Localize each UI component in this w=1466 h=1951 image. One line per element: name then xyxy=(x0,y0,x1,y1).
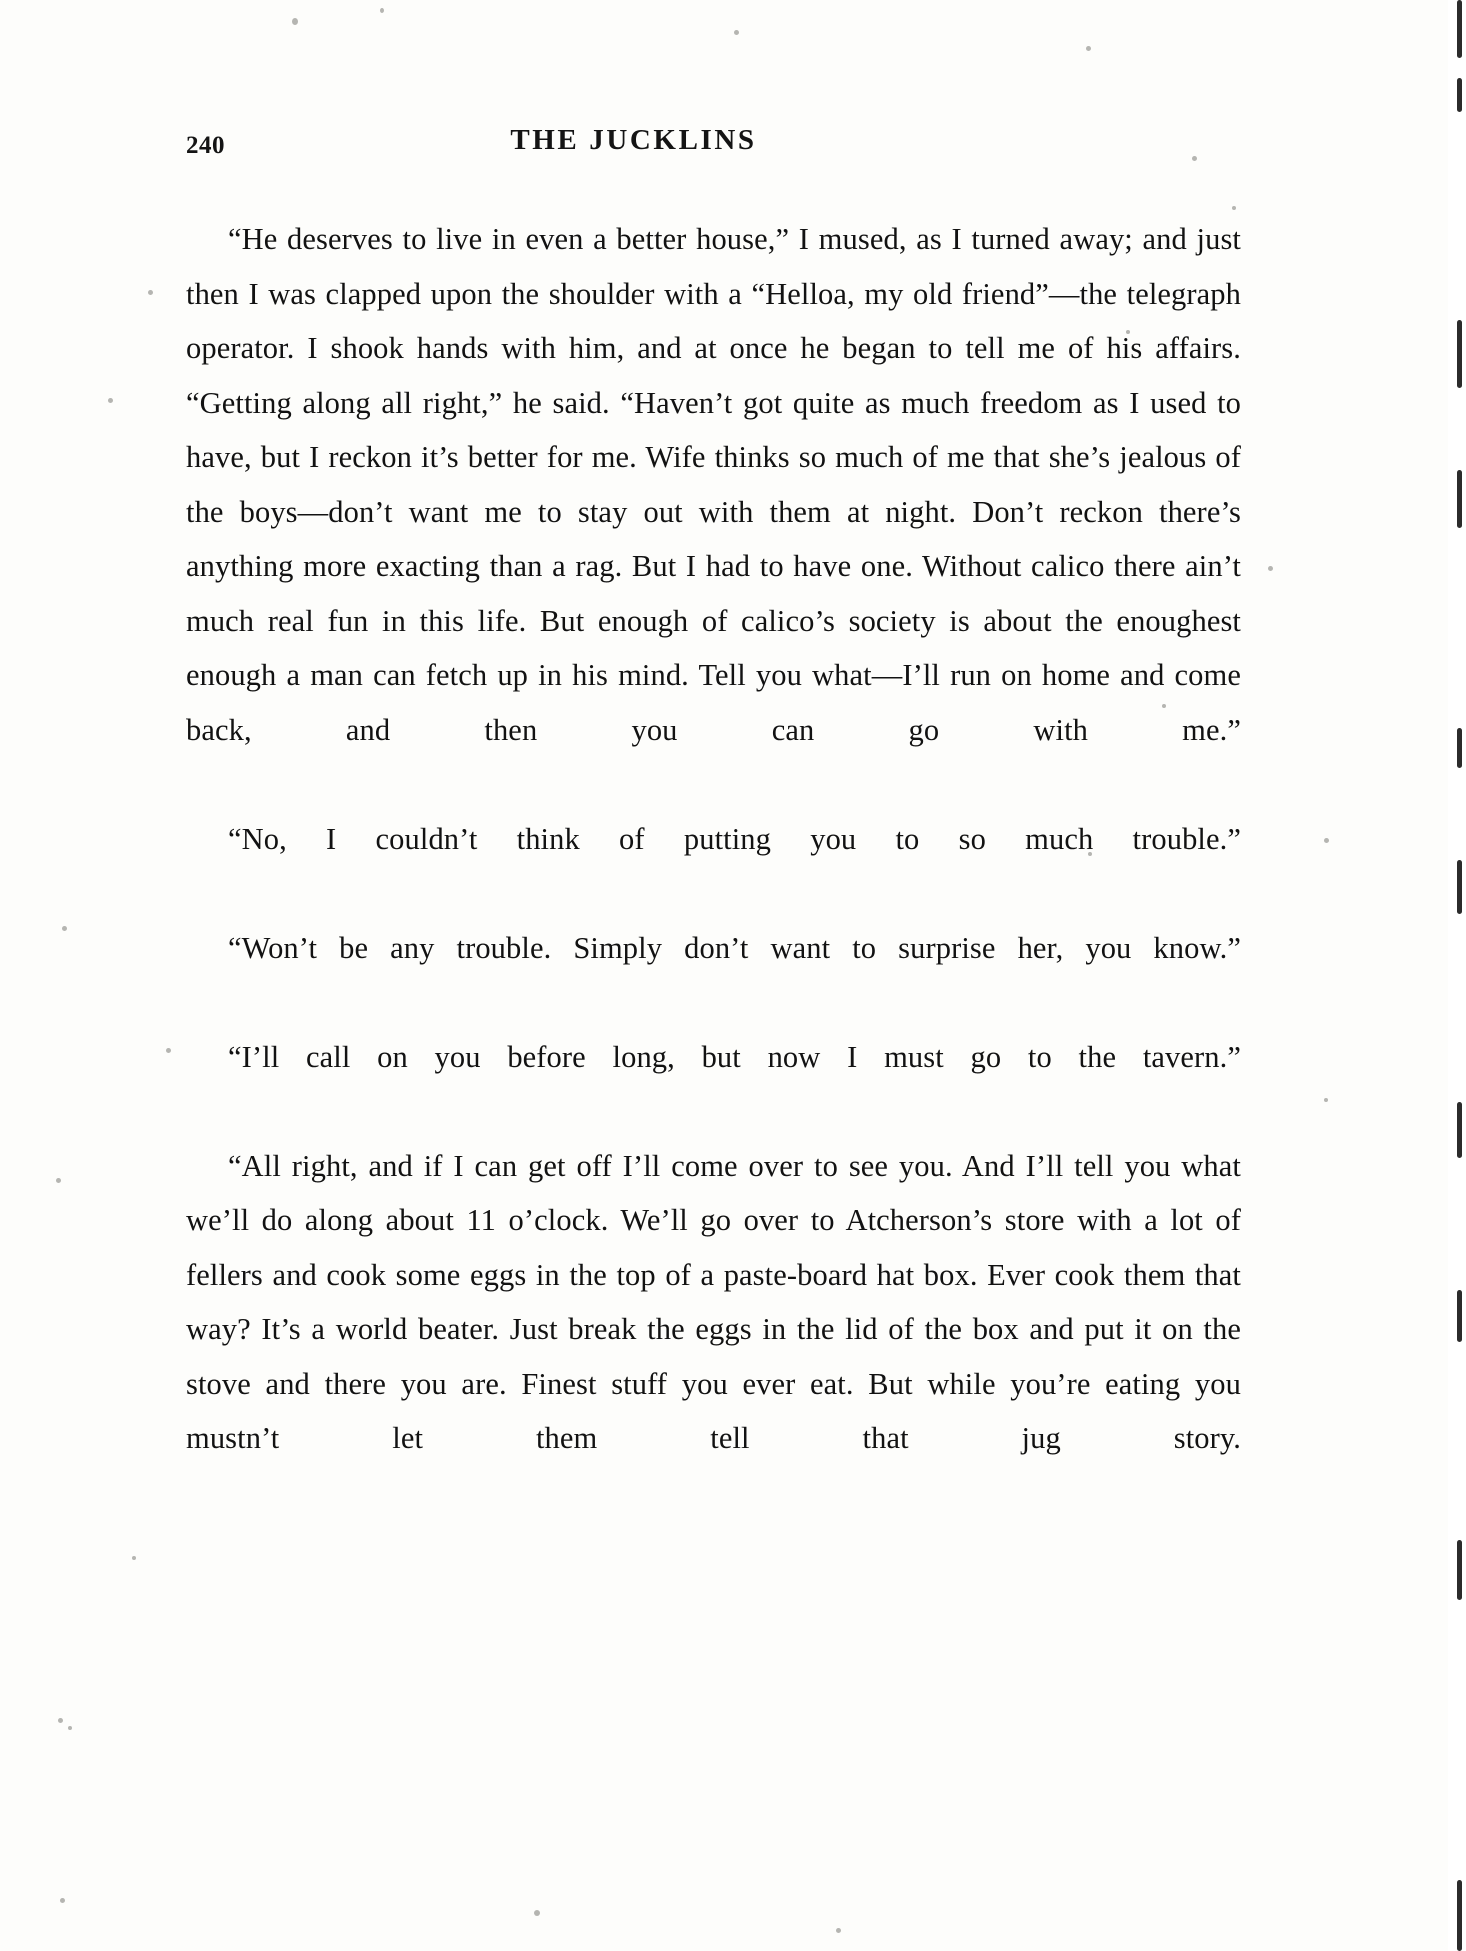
scan-speck xyxy=(68,1726,72,1730)
scan-speck xyxy=(1268,566,1273,571)
page-number: 240 xyxy=(186,132,225,159)
paragraph: “All right, and if I can get off I’ll come over to see you. And I’ll tell you what we’ll do along about 11 o’clock. We’ll go over to Atcherson’s store with a lot of fellers and cook some eggs in the top of a paste-board hat box. Ever cook them that way? It’s a world beater. Just break the eggs in the lid of the box and put it on the stove and there you are. Finest stuff you ever eat. But while you’re eating you mustn’t let them tell that jug story. xyxy=(186,1148,1241,1455)
scan-speck xyxy=(58,1718,63,1723)
binding-mark xyxy=(1457,78,1462,112)
paragraph: “He deserves to live in even a better house,” I mused, as I turned away; and just then I was clapped upon the shoulder with a “Helloa, my old friend”—the telegraph operator. I shook hands with him, and at once he began to tell me of his affairs. “Getting along all right,” he said. “Haven’t got quite as much freedom as I used to have, but I reckon it’s better for me. Wife thinks so much of me that she’s jealous of the boys—don’t want me to stay out with them at night. Don’t reckon there’s anything more exacting than a rag. But I had to have one. Without calico there ain’t much real fun in this life. But enough of calico’s society is about the enoughest enough a man can fetch up in his mind. Tell you what—I’ll run on home and come back, and then you can go with me.” xyxy=(186,222,1241,747)
page-header xyxy=(186,118,1241,176)
scan-speck xyxy=(132,1556,136,1560)
scan-speck xyxy=(148,290,153,295)
binding-mark xyxy=(1457,1880,1462,1951)
scan-speck xyxy=(734,30,739,35)
scan-speck xyxy=(1324,1098,1328,1102)
binding-mark xyxy=(1457,1102,1462,1158)
binding-mark xyxy=(1457,320,1462,388)
scan-speck xyxy=(60,1898,65,1903)
paragraph: “I’ll call on you before long, but now I must go to the tavern.” xyxy=(228,1039,1241,1074)
scan-speck xyxy=(1324,838,1329,843)
scan-speck xyxy=(836,1928,841,1933)
scan-speck xyxy=(108,398,113,403)
binding-mark xyxy=(1457,1540,1462,1600)
binding-mark xyxy=(1457,1290,1462,1342)
binding-mark xyxy=(1457,860,1462,914)
paragraph: “No, I couldn’t think of putting you to so much trouble.” xyxy=(228,821,1241,856)
scan-speck xyxy=(534,1910,540,1916)
scan-speck xyxy=(292,18,298,25)
paragraph: “Won’t be any trouble. Simply don’t want to surprise her, you know.” xyxy=(228,930,1241,965)
running-head-title: THE JUCKLINS xyxy=(510,124,757,156)
binding-mark xyxy=(1457,728,1462,768)
page-content xyxy=(186,118,1241,1520)
body-text xyxy=(186,212,1241,1520)
binding-mark xyxy=(1457,470,1462,528)
scan-speck xyxy=(380,8,384,13)
scan-speck xyxy=(56,1178,61,1183)
scan-speck xyxy=(62,926,67,931)
binding-mark xyxy=(1457,0,1462,58)
scan-speck xyxy=(1086,46,1091,51)
page-binding-edge xyxy=(1448,0,1466,1951)
scan-speck xyxy=(166,1048,171,1053)
